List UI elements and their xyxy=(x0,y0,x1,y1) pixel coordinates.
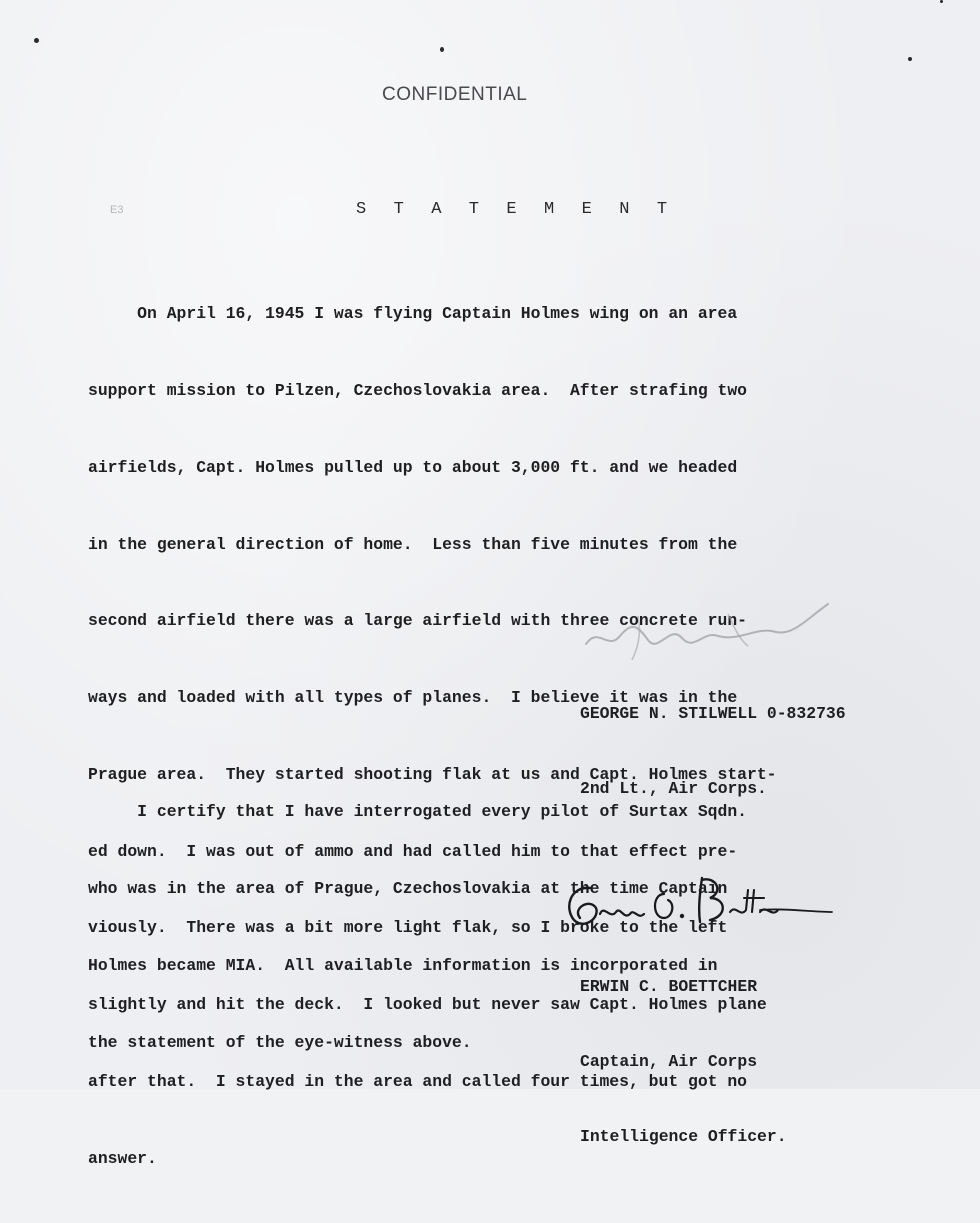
statement-line: On April 16, 1945 I was flying Captain Holmes wing on an area xyxy=(88,304,738,324)
certification-line: I certify that I have interrogated every pilot of Surtax Sqdn. xyxy=(88,802,748,822)
statement-line: support mission to Pilzen, Czechoslovakia area. After strafing two xyxy=(88,380,748,400)
certification-line: Holmes became MIA. All available information is incorporated in xyxy=(88,955,718,975)
certification-line: who was in the area of Prague, Czechoslovakia at the time Captain xyxy=(88,878,728,898)
statement-line: viously. There was a bit more light flak, so I broke to the left xyxy=(88,918,728,938)
dust-speck xyxy=(34,38,39,43)
certifier-signature-block xyxy=(580,924,787,1199)
statement-line: answer. xyxy=(88,1148,157,1168)
dust-speck xyxy=(440,47,444,52)
witness-rank: 2nd Lt., Air Corps. xyxy=(580,779,767,798)
document-title: S T A T E M E N T xyxy=(356,200,676,219)
statement-line: airfields, Capt. Holmes pulled up to about 3,000 ft. and we headed xyxy=(88,457,738,477)
statement-line: ways and loaded with all types of planes. I believe it was in the xyxy=(88,688,738,708)
classification-marking: CONFIDENTIAL xyxy=(382,84,528,105)
dust-speck xyxy=(940,0,943,3)
witness-name: GEORGE N. STILWELL 0-832736 xyxy=(580,704,846,723)
statement-line: after that. I stayed in the area and called four times, but got no xyxy=(88,1072,748,1091)
statement-line: ed down. I was out of ammo and had called him to that effect pre- xyxy=(88,841,738,861)
statement-line: Prague area. They started shooting flak at us and Capt. Holmes start- xyxy=(88,764,777,784)
certifier-rank: Captain, Air Corps xyxy=(580,1052,758,1071)
certifier-name: ERWIN C. BOETTCHER xyxy=(580,977,758,996)
statement-line: in the general direction of home. Less than five minutes from the xyxy=(88,534,738,554)
certification-line: the statement of the eye-witness above. xyxy=(88,1032,472,1052)
certifier-title: Intelligence Officer. xyxy=(580,1127,787,1146)
statement-line: slightly and hit the deck. I looked but never saw Capt. Holmes plane xyxy=(88,995,767,1015)
statement-line: second airfield there was a large airfield with three concrete run- xyxy=(88,611,748,631)
form-mark: E3 xyxy=(110,204,124,216)
dust-speck xyxy=(908,57,912,61)
